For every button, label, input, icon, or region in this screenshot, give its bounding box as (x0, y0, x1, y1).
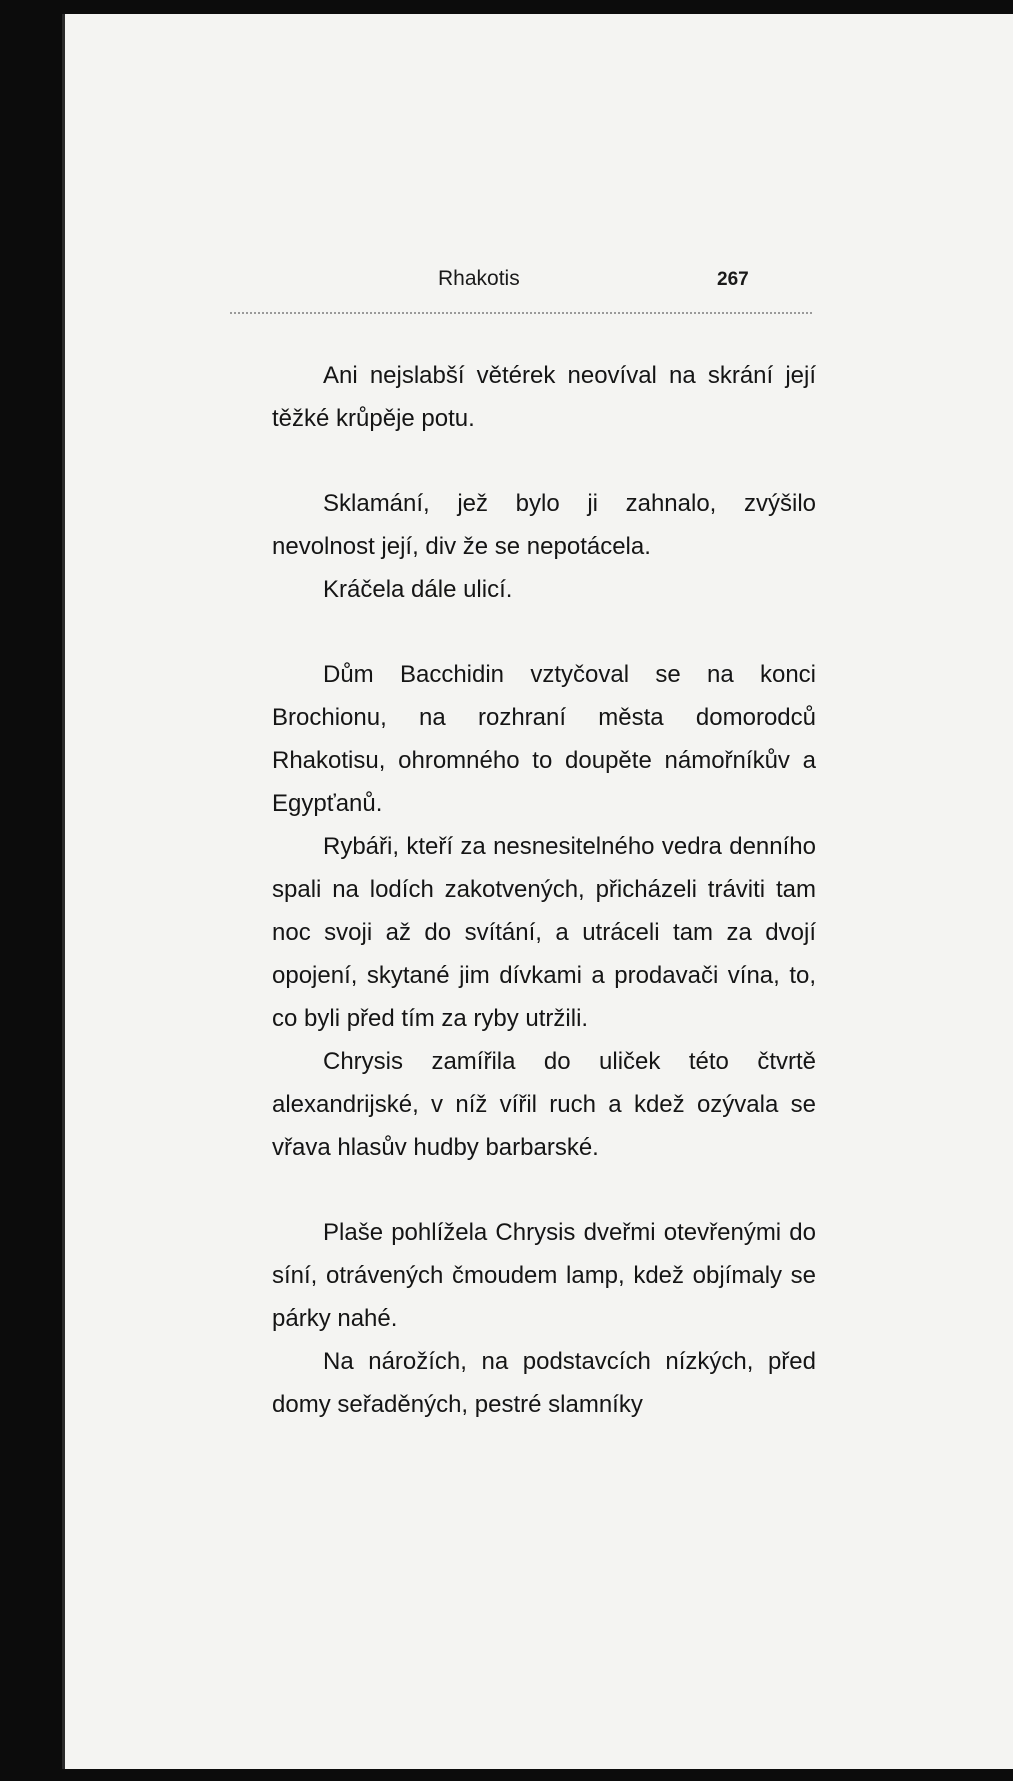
body-text (272, 354, 816, 1426)
header-rule (230, 312, 812, 314)
paragraph: Rybáři, kteří za nesnesitelného vedra denního spali na lodích zakotvených, přicházeli tráviti tam noc svoji až do svítání, a utráceli tam za dvojí opojení, skytané jim dívkami a prodavači vína, to, co byli před tím za ryby utržili. (272, 833, 816, 1032)
paragraph: Plaše pohlížela Chrysis dveřmi otevřenými do síní, otrávených čmoudem lamp, kdež objímaly se párky nahé. (272, 1219, 816, 1332)
section-gap (272, 440, 816, 482)
running-title: Rhakotis (438, 267, 520, 290)
section-gap (272, 1169, 816, 1211)
page-header (65, 267, 1013, 297)
paragraph: Kráčela dále ulicí. (323, 576, 513, 603)
paragraph: Sklamání, jež bylo ji zahnalo, zvýšilo nevolnost její, div že se nepotácela. (272, 490, 816, 560)
paragraph: Chrysis zamířila do uliček této čtvrtě alexandrijské, v níž vířil ruch a kdež ozývala se vřava hlasův hudby barbarské. (272, 1048, 816, 1161)
scan-bottom-border (0, 1769, 1013, 1781)
page-number: 267 (717, 269, 749, 290)
section-gap (272, 611, 816, 653)
scan-top-border (0, 0, 1013, 14)
paragraph: Na nárožích, na podstavcích nízkých, před domy seřaděných, pestré slamníky (272, 1348, 816, 1418)
paragraph: Ani nejslabší větérek neovíval na skrání její těžké krůpěje potu. (272, 362, 816, 432)
book-page (62, 14, 1013, 1769)
paragraph: Dům Bacchidin vztyčoval se na konci Brochionu, na rozhraní města domorodců Rhakotisu, ohromného to doupěte námořníkův a Egypťanů. (272, 661, 816, 817)
